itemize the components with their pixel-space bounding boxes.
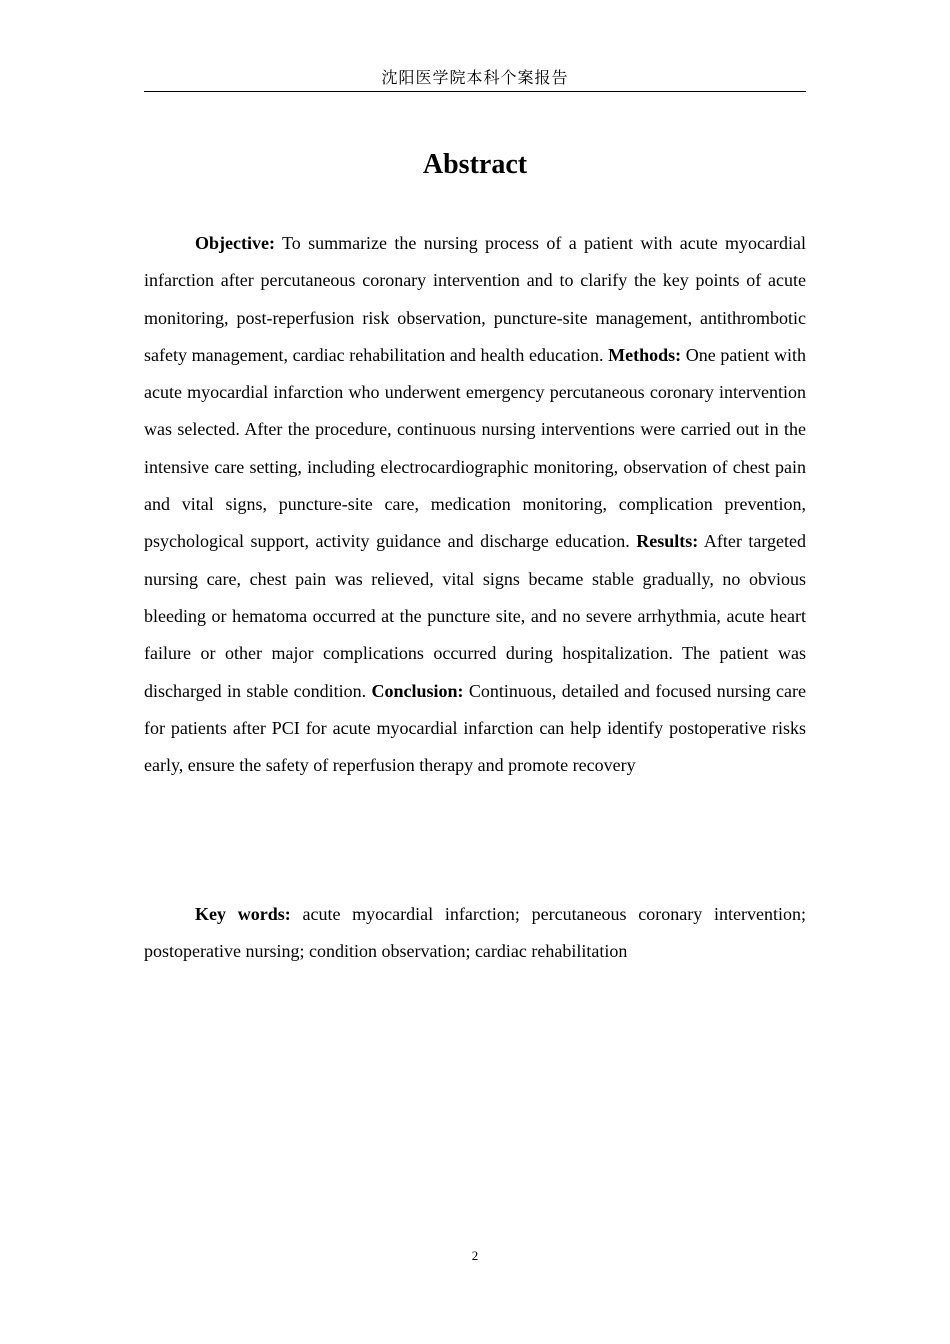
- objective-label: Objective:: [195, 233, 275, 253]
- page-number: 2: [471, 1248, 479, 1263]
- page-header: 沈阳医学院本科个案报告: [381, 68, 569, 87]
- abstract-body: [144, 225, 806, 784]
- objective-text: To summarize the nursing process of a patient with acute myocardial infarction after percutaneous coronary intervention and to clarify the key points of acute monitoring, post-reperfusion risk observation, puncture-site management, antithrombotic safety management, cardiac rehabilitation and health education.: [144, 233, 806, 365]
- results-label: Results:: [636, 531, 699, 552]
- methods-text: One patient with acute myocardial infarction who underwent emergency percutaneous coronary intervention was selected. After the procedure, continuous nursing interventions were carried out in the intensive care setting, including electrocardiographic monitoring, observation of chest pain and vital signs, puncture-site care, medication monitoring, complication prevention, psychological support, activity guidance and discharge education.: [144, 344, 806, 552]
- keywords-text: acute myocardial infarction; percutaneous coronary intervention; postoperative nursing; condition observation; cardiac rehabilitation: [144, 904, 806, 961]
- conclusion-text: Continuous, detailed and focused nursing care for patients after PCI for acute myocardial infarction can help identify postoperative risks early, ensure the safety of reperfusion therapy and promote recovery: [144, 680, 806, 776]
- keywords-paragraph: [144, 896, 806, 970]
- abstract-title: Abstract: [422, 149, 528, 180]
- results-text: After targeted nursing care, chest pain was relieved, vital signs became stable gradually, no obvious bleeding or hematoma occurred at the puncture site, and no severe arrhythmia, acute heart failure or other major complications occurred during hospitalization. The patient was discharged in stable condition.: [144, 531, 806, 701]
- keywords-label: Key words:: [195, 904, 291, 924]
- methods-label: Methods:: [608, 344, 682, 365]
- conclusion-label: Conclusion:: [371, 680, 464, 701]
- header-divider: [144, 91, 806, 92]
